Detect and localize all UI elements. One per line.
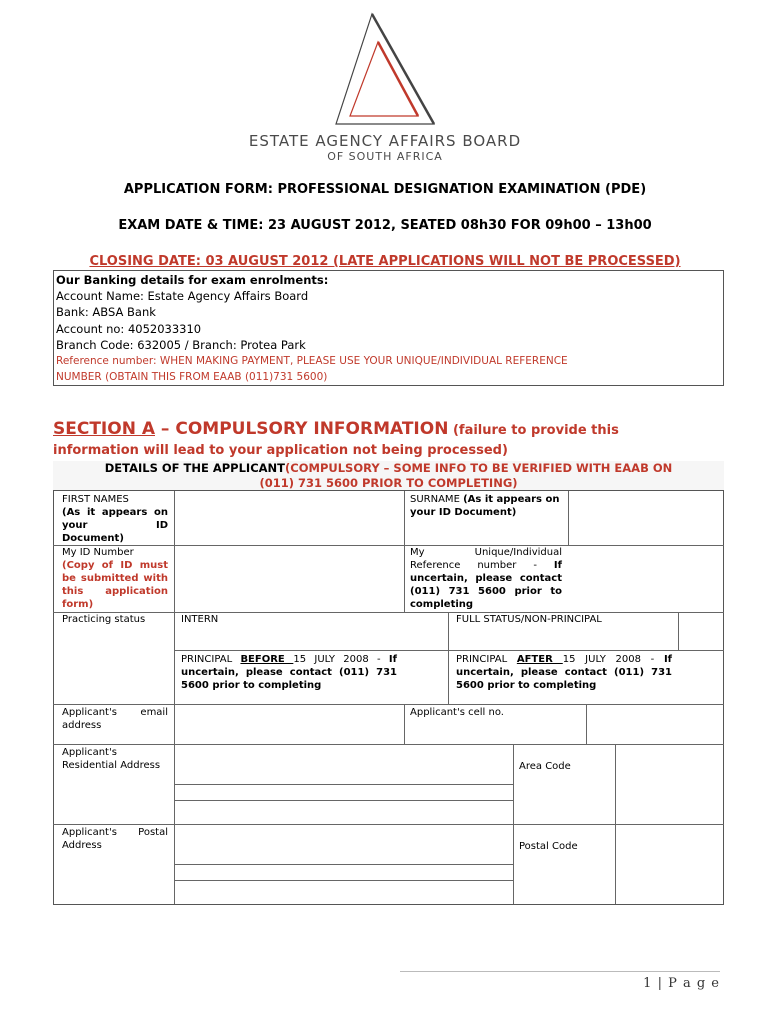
details-note-1: (COMPULSORY – SOME INFO TO BE VERIFIED WITH EAAB ON <box>285 461 673 475</box>
details-title: DETAILS OF THE APPLICANT <box>104 461 286 475</box>
banking-details <box>53 270 724 386</box>
id-number-label: My ID Number (Copy of ID must be submitted with this application form) <box>62 547 168 610</box>
applicant-details-header <box>53 461 724 491</box>
section-a-title: – COMPULSORY INFORMATION <box>155 419 449 439</box>
email-label: Applicant's email address <box>62 707 168 731</box>
area-code-input[interactable] <box>616 745 723 823</box>
details-note-2: (011) 731 5600 PRIOR TO COMPLETING) <box>259 476 518 490</box>
status-principal-after-option[interactable]: PRINCIPAL AFTER 15 JULY 2008 - If uncertain, please contact (011) 731 5600 prior to completing <box>456 654 673 691</box>
residential-address-label: Applicant's Residential Address <box>62 747 161 771</box>
postal-code-input[interactable] <box>616 825 723 903</box>
section-a-note-1: (failure to provide this <box>448 423 619 438</box>
account-number: Account no: 4052033310 <box>56 321 202 336</box>
status-principal-before-option[interactable]: PRINCIPAL BEFORE 15 JULY 2008 - If uncertain, please contact (011) 731 5600 prior to completing <box>181 654 397 691</box>
closing-date: CLOSING DATE: 03 AUGUST 2012 (LATE APPLICATIONS WILL NOT BE PROCESSED) <box>89 254 681 269</box>
status-intern-option[interactable]: INTERN <box>181 614 219 625</box>
exam-date: EXAM DATE & TIME: 23 AUGUST 2012, SEATED 08h30 FOR 09h00 – 13h00 <box>118 218 652 233</box>
form-title: APPLICATION FORM: PROFESSIONAL DESIGNATION EXAMINATION (PDE) <box>123 182 647 197</box>
postal-address-label: Applicant's Postal Address <box>62 827 168 851</box>
cell-input[interactable] <box>587 705 723 743</box>
section-a-note-2: information will lead to your application not being processed) <box>53 443 508 458</box>
org-subtitle: OF SOUTH AFRICA <box>327 150 443 163</box>
reference-number-label: My Unique/Individual Reference number - If uncertain, please contact (011) 731 5600 prior to completing <box>410 547 562 610</box>
email-input[interactable] <box>175 705 403 743</box>
postal-address-line-1[interactable] <box>175 825 512 863</box>
reference-note-1: Reference number: WHEN MAKING PAYMENT, PLEASE USE YOUR UNIQUE/INDIVIDUAL REFERENCE <box>56 355 568 368</box>
residential-address-line-2[interactable] <box>175 785 512 799</box>
section-a-heading <box>53 420 733 460</box>
page-number: 1 | P a g e <box>643 976 720 991</box>
status-full-option[interactable]: FULL STATUS/NON-PRINCIPAL <box>456 614 602 625</box>
footer-divider <box>400 971 720 972</box>
org-name: ESTATE AGENCY AFFAIRS BOARD <box>248 132 522 150</box>
cell-label: Applicant's cell no. <box>410 707 504 718</box>
id-number-input[interactable] <box>175 546 403 611</box>
branch-code: Branch Code: 632005 / Branch: Protea Park <box>56 337 306 352</box>
practicing-status-label: Practicing status <box>62 614 146 625</box>
surname-label: SURNAME (As it appears on your ID Document) <box>410 494 560 518</box>
section-a-label: SECTION A <box>53 419 156 439</box>
first-names-input[interactable] <box>175 492 403 544</box>
eaab-logo-icon <box>330 12 440 127</box>
banking-heading: Our Banking details for exam enrolments: <box>56 273 329 287</box>
residential-address-line-1[interactable] <box>175 745 512 783</box>
surname-input[interactable] <box>569 492 723 544</box>
reference-note-2: NUMBER (OBTAIN THIS FROM EAAB (011)731 5600) <box>56 371 328 384</box>
first-names-label: FIRST NAMES (As it appears on your ID Document) <box>62 494 168 544</box>
account-name: Account Name: Estate Agency Affairs Board <box>56 289 309 304</box>
postal-address-line-3[interactable] <box>175 881 512 903</box>
residential-address-line-3[interactable] <box>175 801 512 823</box>
bank-name: Bank: ABSA Bank <box>56 305 156 320</box>
postal-address-line-2[interactable] <box>175 865 512 879</box>
postal-code-label: Postal Code <box>519 841 578 852</box>
area-code-label: Area Code <box>519 761 571 772</box>
